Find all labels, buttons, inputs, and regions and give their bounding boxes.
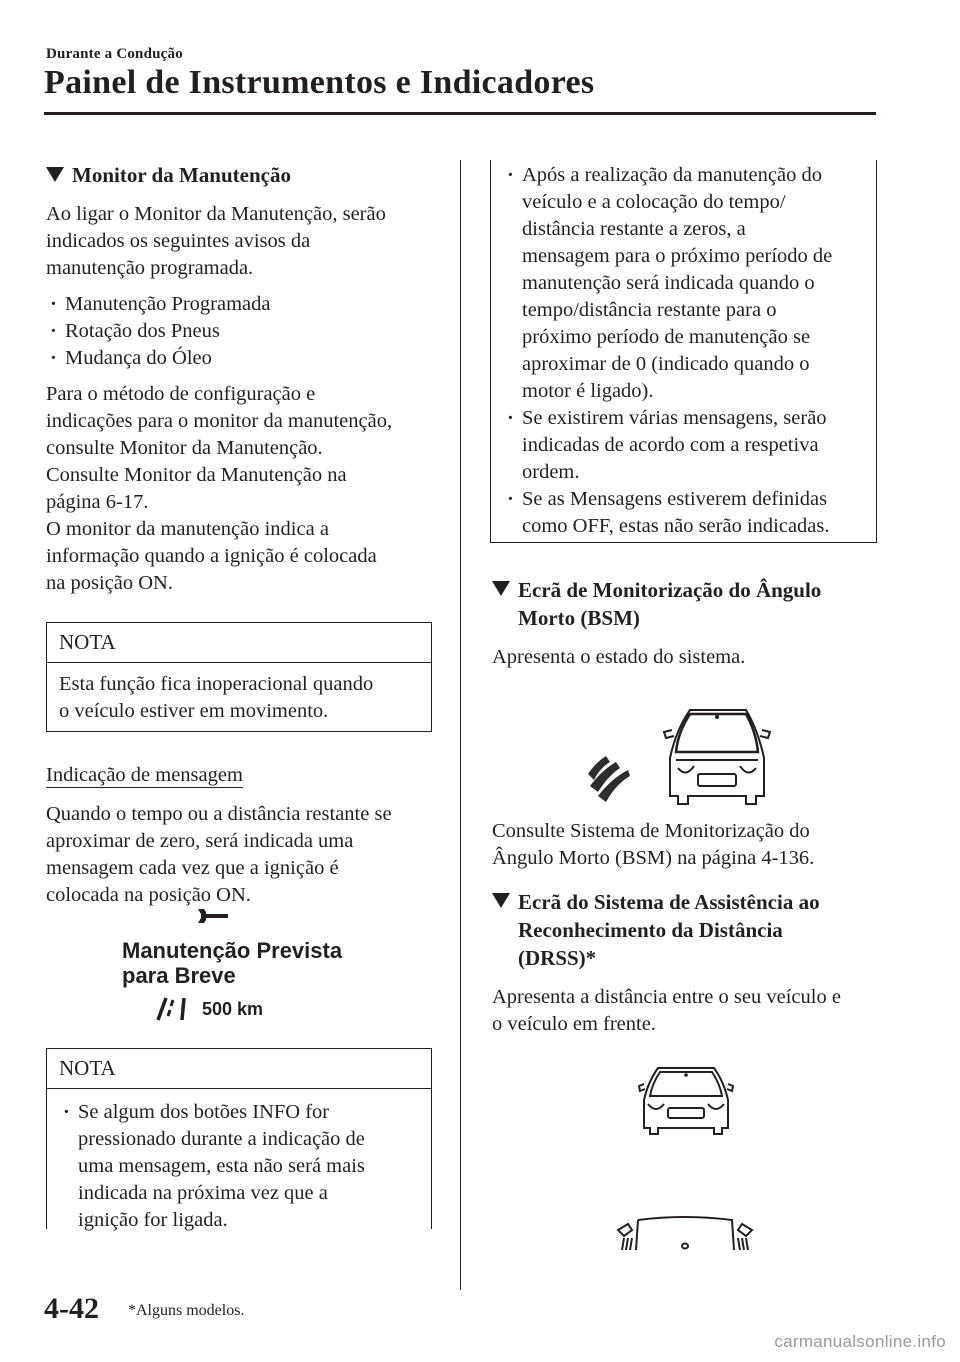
bsm-reference: Consulte Sistema de Monitorização do Ângulo Morto (BSM) na página 4-136. [492, 820, 815, 869]
bsm-paragraph: Apresenta o estado do sistema. [492, 646, 746, 668]
note-box-2 [46, 1048, 432, 1229]
maintenance-monitor-heading: Monitor da Manutenção [46, 162, 432, 189]
drss-paragraph: Apresenta a distância entre o seu veículo e o veículo em frente. [492, 986, 841, 1035]
vehicle-ahead-icon [638, 1064, 734, 1141]
bsm-section [492, 576, 876, 671]
bsm-heading: Ecrã de Monitorização do Ângulo Morto (BSM) [492, 576, 876, 632]
left-column [46, 162, 432, 597]
drss-heading: Ecrã do Sistema de Assistência ao Reconhecimento da Distância (DRSS)* [492, 888, 876, 972]
message-section [46, 762, 432, 909]
note-heading: NOTA [47, 623, 431, 663]
column-divider [460, 160, 461, 1290]
wrench-icon [196, 906, 230, 929]
triangle-marker-icon [492, 581, 510, 596]
title-rule [44, 112, 876, 115]
display-message-line2: para Breve [122, 963, 236, 988]
note-body: · Se algum dos botões INFO for pressionado durante a indicação de uma mensagem, esta não será mais indicada na próxima vez que a ignição for ligada. [47, 1089, 431, 1240]
maintenance-list [46, 291, 432, 372]
intro-paragraph: Ao ligar o Monitor da Manutenção, serão indicados os seguintes avisos da manutenção programada. [46, 203, 386, 279]
note-box [46, 622, 432, 732]
message-paragraph: Quando o tempo ou a distância restante se aproximar de zero, será indicada uma mensagem cada vez que a ignição é colocada na posição ON. [46, 803, 392, 906]
watermark: carmanualsonline.info [774, 1332, 946, 1351]
triangle-marker-icon [492, 893, 510, 908]
triangle-marker-icon [46, 167, 64, 182]
note-body: Esta função fica inoperacional quando o veículo estiver em movimento. [59, 673, 374, 722]
bsm-car-icon [586, 700, 776, 812]
bsm-illustration [586, 700, 776, 817]
section-label: Durante a Condução [46, 46, 183, 62]
footnote: *Alguns modelos. [128, 1302, 245, 1319]
display-message-line1: Manutenção Prevista [122, 938, 343, 963]
page-title: Painel de Instrumentos e Indicadores [44, 64, 595, 101]
note-body: · Após a realização da manutenção do veículo e a colocação do tempo/ distância restante a zeros, a mensagem para o próximo período de manutenção será indicada quando o tempo/distância restante para o próximo período de manutenção se aproximar de 0 (indicado quando o motor é ligado). · Se existirem várias mensagens, serão indicadas de acordo com a respetiva ordem. · Se as Mensagens estiverem definidas como OFF, estas não serão indicadas. [491, 160, 876, 546]
drss-section [492, 888, 876, 1038]
note-box-continued [490, 160, 877, 543]
bsm-radar-waves-icon [588, 756, 630, 802]
list-item: · Rotação dos Pneus [46, 318, 432, 345]
list-item: · Mudança do Óleo [46, 345, 432, 372]
road-icon [156, 996, 188, 1027]
page-number: 4-42 [44, 1292, 99, 1325]
own-vehicle-icon [614, 1216, 756, 1261]
message-subheading: Indicação de mensagem [46, 764, 243, 786]
list-item: · Manutenção Programada [46, 291, 432, 318]
distance-value: 500 km [202, 999, 264, 1019]
note-heading: NOTA [47, 1049, 431, 1089]
config-paragraph: Para o método de configuração e indicações para o monitor da manutenção, consulte Monitor da Manutenção. Consulte Monitor da Manutenção na página 6-17. O monitor da manutenção indica a informação quando a ignição é colocada na posição ON. [46, 383, 393, 594]
